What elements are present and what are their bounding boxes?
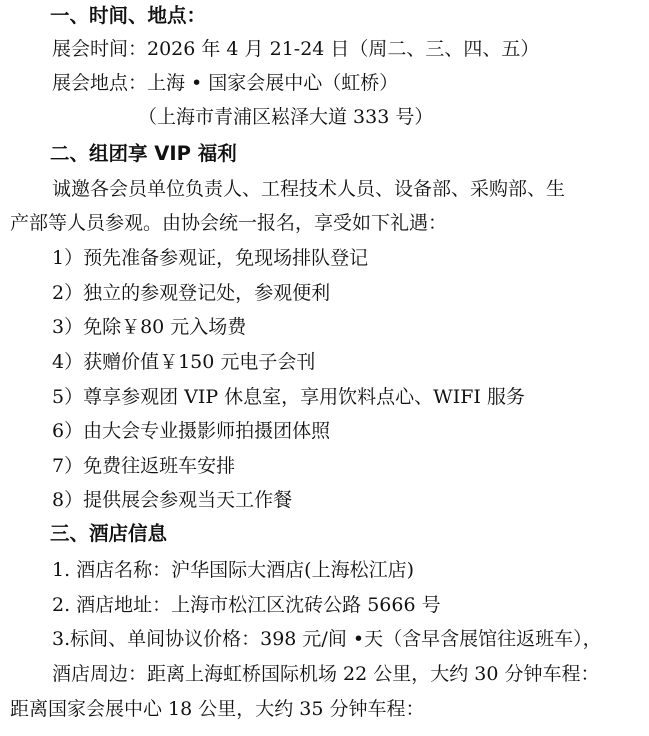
intro-line-1: 诚邀各会员单位负责人、工程技术人员、设备部、采购部、生	[52, 178, 566, 200]
benefit-item: 7）免费往返班车安排	[52, 455, 236, 477]
section-1-heading: 一、时间、地点：	[50, 4, 207, 27]
benefit-item: 4）获赠价值￥150 元电子会刊	[52, 351, 316, 373]
benefit-item: 8）提供展会参观当天工作餐	[52, 489, 293, 511]
hotel-address: 2. 酒店地址：上海市松江区沈砖公路 5666 号	[52, 594, 441, 616]
benefit-item: 6）由大会专业摄影师拍摄团体照	[52, 420, 331, 442]
hotel-name: 1. 酒店名称：沪华国际大酒店(上海松江店)	[52, 559, 414, 581]
venue-address: （上海市青浦区崧泽大道 333 号）	[138, 106, 434, 128]
hotel-nearby-line-1: 酒店周边：距离上海虹桥国际机场 22 公里，大约 30 分钟车程：	[52, 663, 600, 685]
benefit-item: 1）预先准备参观证，免现场排队登记	[52, 247, 369, 269]
hotel-price: 3.标间、单间协议价格：398 元/间 •天（含早含展馆往返班车），	[52, 628, 602, 650]
section-3-heading: 三、酒店信息	[50, 522, 168, 545]
benefit-item: 2）独立的参观登记处，参观便利	[52, 282, 331, 304]
exhibition-time: 展会时间：2026 年 4 月 21-24 日（周二、三、四、五）	[52, 38, 540, 60]
benefit-item: 3）免除￥80 元入场费	[52, 316, 247, 338]
intro-line-2: 产部等人员参观。由协会统一报名，享受如下礼遇：	[10, 212, 448, 234]
hotel-nearby-line-2: 距离国家会展中心 18 公里，大约 35 分钟车程：	[10, 698, 425, 720]
section-2-heading: 二、组团享 VIP 福利	[50, 142, 237, 165]
benefit-item: 5）尊享参观团 VIP 休息室，享用饮料点心、WIFI 服务	[52, 386, 525, 408]
exhibition-venue: 展会地点：上海 • 国家会展中心（虹桥）	[52, 72, 399, 94]
